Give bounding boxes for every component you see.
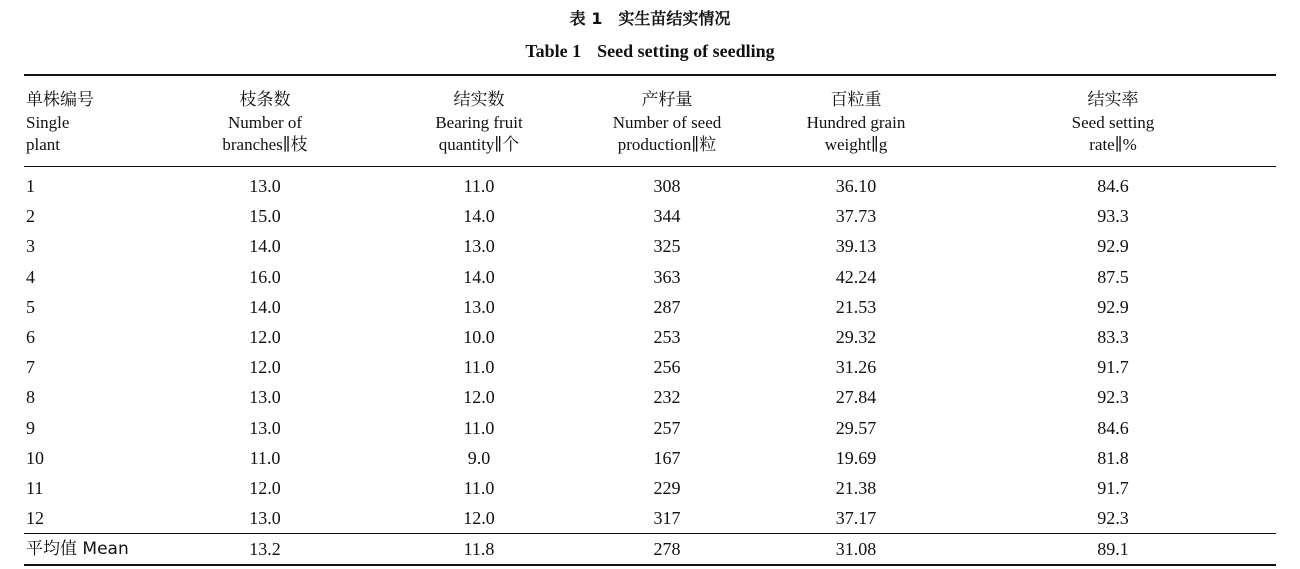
caption-english bbox=[0, 38, 1300, 64]
table-header bbox=[24, 75, 1276, 167]
table-cell: 12.0 bbox=[249, 477, 281, 498]
table-cell: 83.3 bbox=[1097, 327, 1129, 348]
header-en-label: weight∥g bbox=[824, 135, 888, 154]
header-en-label: rate∥% bbox=[1089, 135, 1137, 154]
table-cell: 363 bbox=[653, 266, 681, 287]
header-en-label: plant bbox=[26, 135, 60, 154]
seed-setting-table bbox=[24, 74, 1276, 566]
table-row bbox=[24, 382, 1276, 412]
table-cell: 13.0 bbox=[249, 508, 281, 529]
header-cn-label: 百粒重 bbox=[830, 90, 882, 110]
table-cell: 27.84 bbox=[835, 387, 877, 408]
table-cell: 3 bbox=[26, 236, 35, 257]
table-cell: 21.38 bbox=[835, 477, 877, 498]
table-cell: 36.10 bbox=[835, 176, 877, 197]
table-cell: 93.3 bbox=[1097, 206, 1129, 227]
table-cell: 256 bbox=[653, 357, 681, 378]
header-en-label: Single bbox=[26, 113, 70, 132]
column-header bbox=[950, 75, 1276, 167]
table-cell: 92.9 bbox=[1097, 236, 1129, 257]
table-cell: 1 bbox=[26, 176, 35, 197]
table-cell: 14.0 bbox=[463, 206, 495, 227]
mean-cell: 278 bbox=[572, 534, 762, 566]
table-row bbox=[24, 443, 1276, 473]
table-cell: 9 bbox=[26, 417, 35, 438]
table-cell: 253 bbox=[653, 327, 681, 348]
table-row bbox=[24, 262, 1276, 292]
table-row bbox=[24, 322, 1276, 352]
table-cell: 84.6 bbox=[1097, 176, 1129, 197]
header-en-label: production∥粒 bbox=[617, 135, 717, 154]
table-cell: 29.57 bbox=[835, 417, 877, 438]
table-cell: 13.0 bbox=[249, 417, 281, 438]
table-cell: 11.0 bbox=[249, 447, 281, 468]
table-cell: 31.26 bbox=[835, 357, 877, 378]
table-cell: 344 bbox=[653, 206, 681, 227]
table-cell: 6 bbox=[26, 327, 35, 348]
table-cell: 42.24 bbox=[835, 266, 877, 287]
table-cell: 232 bbox=[653, 387, 681, 408]
table-body bbox=[24, 167, 1276, 534]
table-cell: 16.0 bbox=[249, 266, 281, 287]
table-cell: 92.3 bbox=[1097, 508, 1129, 529]
table-cell: 81.8 bbox=[1097, 447, 1129, 468]
table-cell: 14.0 bbox=[249, 236, 281, 257]
caption-cn-number: 表 1 bbox=[569, 9, 603, 28]
column-header bbox=[144, 75, 386, 167]
caption-en-title: Seed setting of seedling bbox=[597, 41, 775, 61]
caption-chinese bbox=[0, 6, 1300, 32]
table-cell: 13.0 bbox=[463, 296, 495, 317]
header-en-label: Seed setting bbox=[1071, 113, 1155, 132]
table-cell: 11.0 bbox=[463, 176, 495, 197]
table-cell: 10.0 bbox=[463, 327, 495, 348]
table-cell: 37.17 bbox=[835, 508, 877, 529]
mean-cell: 11.8 bbox=[386, 534, 572, 566]
caption-cn-title: 实生苗结实情况 bbox=[618, 9, 731, 28]
header-row bbox=[24, 75, 1276, 167]
column-header bbox=[572, 75, 762, 167]
table-cell: 8 bbox=[26, 387, 35, 408]
header-en-label: branches∥枝 bbox=[222, 135, 308, 154]
table-cell: 11.0 bbox=[463, 477, 495, 498]
table-cell: 12.0 bbox=[463, 508, 495, 529]
table-row bbox=[24, 167, 1276, 202]
table-cell: 13.0 bbox=[463, 236, 495, 257]
table-cell: 11.0 bbox=[463, 417, 495, 438]
table-cell: 91.7 bbox=[1097, 477, 1129, 498]
table-cell: 37.73 bbox=[835, 206, 877, 227]
header-cn-label: 结实数 bbox=[453, 90, 505, 110]
caption-en-number: Table 1 bbox=[525, 41, 582, 61]
table-cell: 9.0 bbox=[467, 447, 491, 468]
table-cell: 7 bbox=[26, 357, 35, 378]
table-row bbox=[24, 473, 1276, 503]
mean-label: 平均值 Mean bbox=[24, 534, 144, 566]
table-cell: 13.0 bbox=[249, 176, 281, 197]
column-header bbox=[386, 75, 572, 167]
header-cn-label: 单株编号 bbox=[26, 90, 94, 110]
header-en-label: Hundred grain bbox=[806, 113, 906, 132]
column-header bbox=[762, 75, 950, 167]
table-cell: 325 bbox=[653, 236, 681, 257]
table-cell: 229 bbox=[653, 477, 681, 498]
table-cell: 287 bbox=[653, 296, 681, 317]
table-caption bbox=[0, 6, 1300, 64]
table-row bbox=[24, 231, 1276, 261]
header-en-label: Number of bbox=[227, 113, 303, 132]
table-cell: 12.0 bbox=[463, 387, 495, 408]
table-cell: 12.0 bbox=[249, 327, 281, 348]
table-cell: 5 bbox=[26, 296, 35, 317]
mean-cell: 31.08 bbox=[762, 534, 950, 566]
table-row bbox=[24, 201, 1276, 231]
table-cell: 39.13 bbox=[835, 236, 877, 257]
table-cell: 21.53 bbox=[835, 296, 877, 317]
table-cell: 317 bbox=[653, 508, 681, 529]
table-cell: 12.0 bbox=[249, 357, 281, 378]
table-cell: 13.0 bbox=[249, 387, 281, 408]
header-cn-label: 产籽量 bbox=[641, 90, 693, 110]
table-row bbox=[24, 352, 1276, 382]
table-cell: 14.0 bbox=[249, 296, 281, 317]
column-header bbox=[24, 75, 144, 167]
table-cell: 19.69 bbox=[835, 447, 877, 468]
table-row bbox=[24, 503, 1276, 534]
table-cell: 2 bbox=[26, 206, 35, 227]
table-cell: 10 bbox=[26, 447, 44, 468]
table-cell: 87.5 bbox=[1097, 266, 1129, 287]
header-en-label: quantity∥个 bbox=[438, 135, 520, 154]
table-cell: 11 bbox=[26, 477, 44, 498]
table-row bbox=[24, 292, 1276, 322]
header-en-label: Number of seed bbox=[612, 113, 722, 132]
header-cn-label: 结实率 bbox=[1087, 90, 1139, 110]
header-cn-label: 枝条数 bbox=[239, 90, 291, 110]
mean-cell: 89.1 bbox=[950, 534, 1276, 566]
table-cell: 257 bbox=[653, 417, 681, 438]
table-cell: 92.9 bbox=[1097, 296, 1129, 317]
table-cell: 29.32 bbox=[835, 327, 877, 348]
mean-row bbox=[24, 534, 1276, 566]
table-cell: 11.0 bbox=[463, 357, 495, 378]
table-cell: 92.3 bbox=[1097, 387, 1129, 408]
table-cell: 308 bbox=[653, 176, 681, 197]
table-footer bbox=[24, 534, 1276, 566]
table-cell: 14.0 bbox=[463, 266, 495, 287]
header-en-label: Bearing fruit bbox=[435, 113, 523, 132]
mean-cell: 13.2 bbox=[144, 534, 386, 566]
table-cell: 12 bbox=[26, 508, 44, 529]
table-cell: 167 bbox=[653, 447, 681, 468]
table-cell: 91.7 bbox=[1097, 357, 1129, 378]
table-row bbox=[24, 413, 1276, 443]
table-cell: 15.0 bbox=[249, 206, 281, 227]
table-cell: 84.6 bbox=[1097, 417, 1129, 438]
table-cell: 4 bbox=[26, 266, 35, 287]
